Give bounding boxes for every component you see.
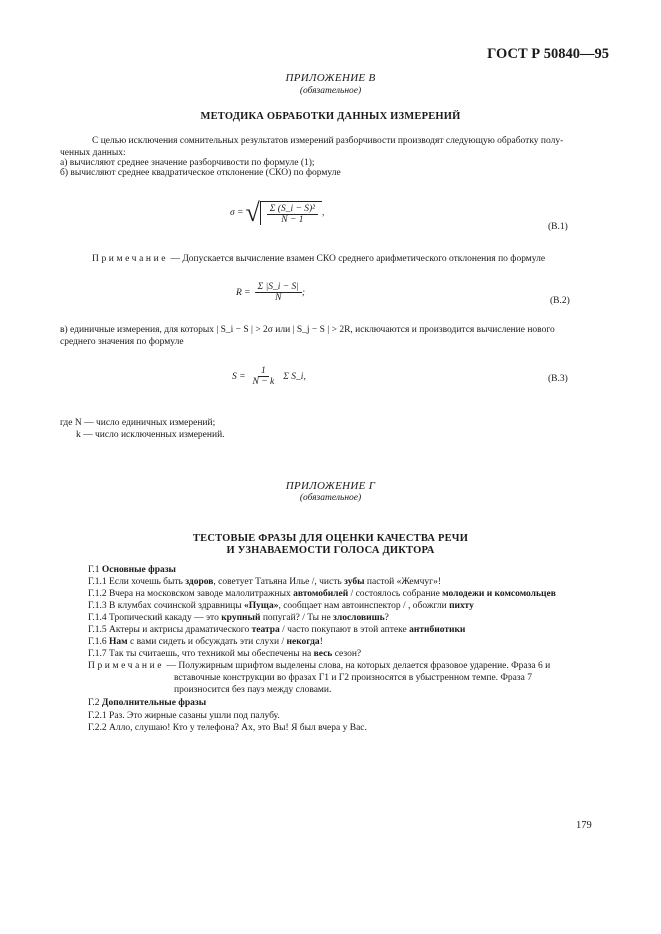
appendix-b-title: ПРИЛОЖЕНИЕ В	[285, 72, 376, 84]
phrase-6-text-c: !	[319, 637, 323, 647]
phrase-1-number: Г.1.1	[88, 577, 107, 587]
phrase-5-number: Г.1.5	[88, 625, 107, 635]
formula-b1-lhs: σ =	[230, 208, 244, 218]
phrase-1-text-c: , советует Татьяна Илье /, чисть	[213, 577, 342, 587]
appendix-g-status: (обязательное)	[299, 493, 362, 503]
formula-b3-sum: Σ S_i	[283, 371, 304, 382]
item-a: а) вычисляют среднее значение разборчивости по формуле (1);	[60, 158, 315, 168]
formula-b3-lhs: S =	[232, 371, 246, 382]
formula-b3-denominator: N − k	[252, 377, 275, 387]
formula-b1	[230, 200, 324, 226]
phrase-2-bold-2: молодежи и комсомольцев	[442, 589, 556, 599]
item-b: б) вычисляют среднее квадратическое отклонение (СКО) по формуле	[60, 168, 341, 178]
page-number: 179	[576, 820, 592, 831]
phrase-4-bold-2: злословишь	[333, 613, 385, 623]
phrase-2-bold-1: автомобилей	[293, 589, 349, 599]
intro-line-2: ченных данных:	[60, 148, 126, 158]
formula-b3-numerator: 1	[258, 366, 269, 377]
formula-b2-numerator: Σ |S_i − S|	[255, 282, 302, 293]
phrase-1-text-d: пастой «Жемчуг»!	[366, 577, 441, 587]
section-g1-number: Г.1	[88, 565, 100, 575]
phrase-2-number: Г.1.2	[88, 589, 107, 599]
note-b-text: — Допускается вычисление взамен СКО среднего арифметического отклонения по формуле	[170, 254, 546, 264]
phrase-1-text-a: Если хочешь быть	[109, 577, 183, 587]
phrase-2-text-a: Вчера на московском заводе малолитражных	[109, 589, 291, 599]
phrase-6-bold-2: некогда	[286, 637, 320, 647]
phrase-6	[88, 637, 323, 647]
phrase-6-text-a: с вами сидеть и обсуждать эти слухи /	[130, 637, 285, 647]
section-g1-title: Основные фразы	[101, 565, 176, 575]
item-c-line-1: в) единичные измерения, для которых | S_i − S | > 2σ или | S_j − S | > 2R, исключаются и производится вычисление нового	[60, 325, 555, 335]
where-line-1: где N — число единичных измерений;	[60, 418, 216, 428]
section-g2-title: Дополнительные фразы	[101, 698, 207, 708]
extra-phrase-2: Г.2.2 Алло, слушаю! Кто у телефона? Ах, это Вы! Я был вчера у Вас.	[88, 723, 367, 733]
formula-b2-lhs: R =	[236, 287, 251, 298]
formula-b1-numerator: Σ (S_i − S)²	[267, 204, 318, 215]
phrase-6-bold-1: Нам	[109, 637, 128, 647]
formula-b3	[232, 366, 306, 387]
note-g-label: Примечание	[88, 661, 165, 671]
section-g1	[88, 565, 176, 575]
where-line-2: k — число исключенных измерений.	[76, 430, 225, 440]
formula-b1-label: (В.1)	[548, 222, 568, 232]
note-g-line-3: произносится без пауз между словами.	[174, 685, 332, 695]
appendix-g-title: ПРИЛОЖЕНИЕ Г	[285, 480, 376, 492]
phrase-5	[88, 625, 465, 635]
formula-b2	[236, 282, 305, 303]
sqrt-icon: √	[245, 198, 260, 227]
formula-b2-label: (В.2)	[550, 296, 570, 306]
note-g-text-1: — Полужирным шрифтом выделены слова, на которых делается фразовое ударение. Фраза 6 и	[166, 661, 551, 671]
phrase-7-text-a: Так ты считаешь, что техникой мы обеспечены на	[109, 649, 312, 659]
phrase-5-text-a: Актеры и актрисы драматического	[109, 625, 250, 635]
phrase-2-text-c: / состоялось собрание	[350, 589, 440, 599]
intro-line-1: С целью исключения сомнительных результатов измерений разборчивости производят следующую обработку полу-	[92, 136, 564, 146]
appendix-g-heading-1: ТЕСТОВЫЕ ФРАЗЫ ДЛЯ ОЦЕНКИ КАЧЕСТВА РЕЧИ	[192, 533, 469, 544]
phrase-6-number: Г.1.6	[88, 637, 107, 647]
phrase-3	[88, 601, 474, 611]
phrase-4-bold-1: крупный	[221, 613, 261, 623]
phrase-1-bold-1: здоров	[185, 577, 214, 587]
document-code: ГОСТ Р 50840—95	[487, 46, 609, 62]
note-g-line-1	[88, 661, 550, 671]
phrase-4	[88, 613, 389, 623]
phrase-2	[88, 589, 556, 599]
phrase-3-text-c: , сообщает нам автоинспектор / , обожгли	[278, 601, 447, 611]
appendix-b-heading: МЕТОДИКА ОБРАБОТКИ ДАННЫХ ИЗМЕРЕНИЙ	[200, 111, 461, 122]
phrase-4-text-c: попугай? / Ты не	[262, 613, 331, 623]
phrase-3-number: Г.1.3	[88, 601, 107, 611]
phrase-7	[88, 649, 361, 659]
formula-b3-tail: ,	[303, 371, 306, 382]
phrase-3-bold-2: пихту	[449, 601, 474, 611]
note-b	[92, 254, 545, 264]
formula-b3-label: (В.3)	[548, 374, 568, 384]
extra-phrase-1: Г.2.1 Раз. Это жирные сазаны ушли под палубу.	[88, 711, 280, 721]
phrase-4-text-a: Тропический какаду — это	[109, 613, 219, 623]
formula-b2-tail: ;	[301, 287, 306, 298]
section-g2	[88, 698, 206, 708]
phrase-3-bold-1: «Пуща»	[244, 601, 279, 611]
phrase-5-bold-1: театра	[251, 625, 280, 635]
note-g-line-2: вставочные конструкции во фразах Г1 и Г2 произносятся в убыстренном темпе. Фраза 7	[174, 673, 532, 683]
phrase-7-bold-1: весь	[313, 649, 333, 659]
phrase-5-text-c: / часто покупают в этой аптеке	[282, 625, 407, 635]
phrase-5-bold-2: антибиотики	[409, 625, 466, 635]
appendix-g-heading-2: И УЗНАВАЕМОСТИ ГОЛОСА ДИКТОРА	[226, 545, 435, 556]
phrase-1	[88, 577, 441, 587]
phrase-4-number: Г.1.4	[88, 613, 107, 623]
phrase-3-text-a: В клумбах сочинской здравницы	[109, 601, 242, 611]
phrase-7-text-c: сезон?	[334, 649, 362, 659]
section-g2-number: Г.2	[88, 698, 100, 708]
formula-b2-denominator: N	[275, 293, 282, 303]
formula-b1-tail: ,	[322, 208, 325, 218]
note-b-label: Примечание	[92, 254, 169, 264]
formula-b1-denominator: N − 1	[281, 215, 304, 225]
phrase-4-text-d: ?	[384, 613, 389, 623]
phrase-7-number: Г.1.7	[88, 649, 107, 659]
item-c-line-2: среднего значения по формуле	[60, 337, 184, 347]
phrase-1-bold-2: зубы	[344, 577, 365, 587]
appendix-b-status: (обязательное)	[299, 86, 362, 96]
